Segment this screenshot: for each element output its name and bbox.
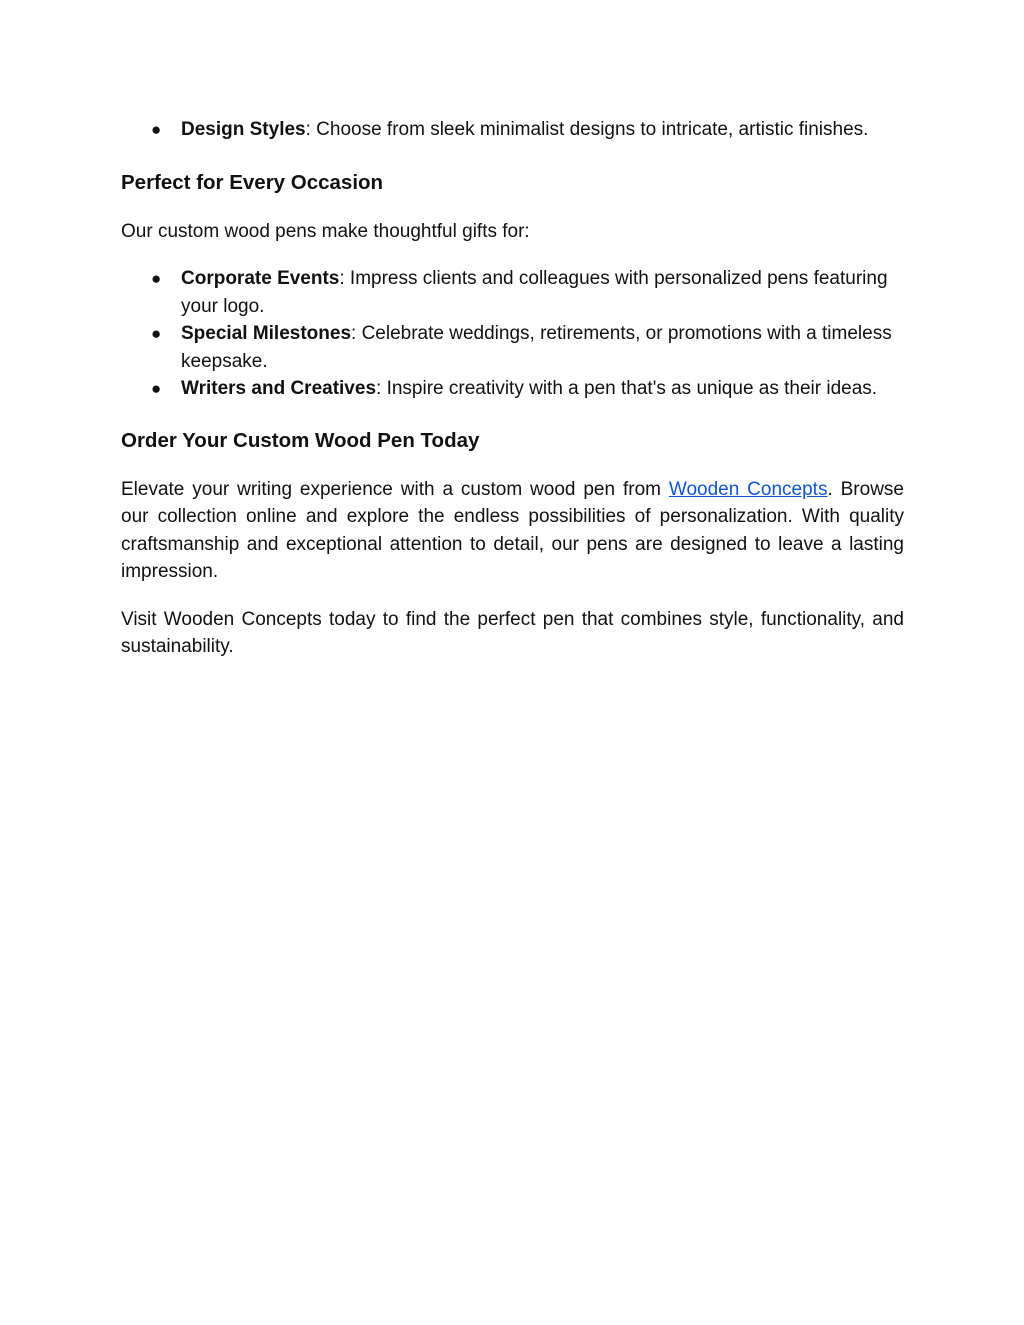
section-heading-occasion: Perfect for Every Occasion — [121, 170, 384, 194]
visit-paragraph: Visit Wooden Concepts today to find the perfect pen that combines style, functionality, and sustainability. — [121, 608, 904, 657]
list-item — [121, 116, 904, 144]
list-item-term: Writers and Creatives — [181, 378, 377, 399]
list-item-term: Corporate Events — [181, 268, 340, 289]
document-page — [121, 116, 904, 661]
list-item-term: Special Milestones — [181, 323, 352, 344]
list-item — [121, 375, 904, 403]
bullet-icon: ● — [151, 269, 162, 288]
bullet-icon: ● — [151, 120, 162, 139]
bullet-icon: ● — [151, 379, 162, 398]
section-heading-order: Order Your Custom Wood Pen Today — [121, 428, 480, 452]
occasion-intro-paragraph: Our custom wood pens make thoughtful gifts for: — [121, 220, 530, 242]
wooden-concepts-link[interactable]: Wooden Concepts — [668, 478, 828, 500]
list-item-text: : Inspire creativity with a pen that's as unique as their ideas. — [376, 378, 878, 399]
list-item-text: : Celebrate weddings, retirements, or promotions with a timeless keepsake. — [181, 323, 892, 372]
bullet-icon: ● — [151, 324, 162, 343]
order-paragraph — [121, 476, 904, 586]
order-paragraph-lead: Elevate your writing experience with a custom wood pen from — [121, 478, 669, 500]
list-item-term: Design Styles — [181, 119, 306, 140]
order-paragraph-rest: . Browse our collection online and explore the endless possibilities of personalization. With quality craftsmanship and exceptional attention to detail, our pens are designed to leave a lasting impression. — [121, 478, 904, 582]
list-item — [121, 265, 904, 320]
list-item — [121, 320, 904, 375]
list-item-text: : Choose from sleek minimalist designs to intricate, artistic finishes. — [305, 119, 869, 140]
occasion-list — [121, 265, 904, 403]
list-item-text: : Impress clients and colleagues with personalized pens featuring your logo. — [181, 268, 888, 317]
feature-list — [121, 116, 904, 144]
